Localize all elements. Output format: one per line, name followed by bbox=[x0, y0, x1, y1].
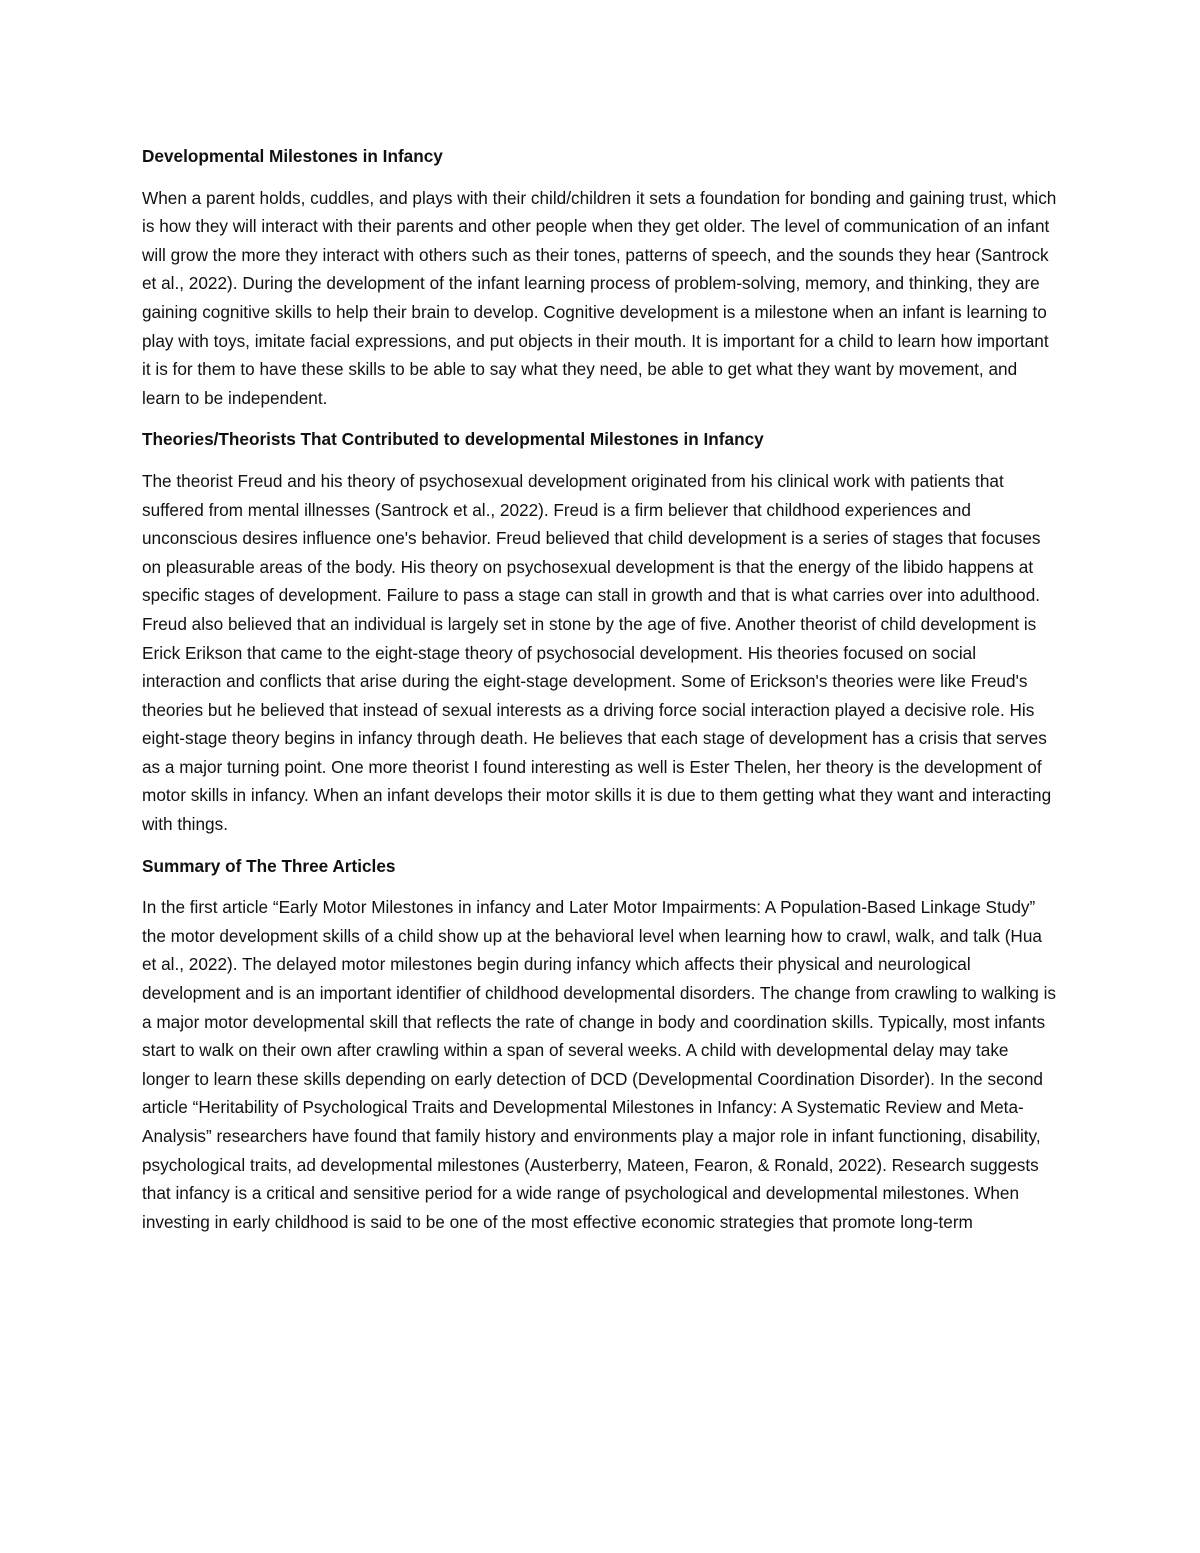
paragraph-milestones: When a parent holds, cuddles, and plays with their child/children it sets a foundation for bonding and gaining trust, which is how they will interact with their parents and other people when they get older. The level of communication of an infant will grow the more they interact with others such as their tones, patterns of speech, and the sounds they hear (Santrock et al., 2022). During the development of the infant learning process of problem-solving, memory, and thinking, they are gaining cognitive skills to help their brain to develop. Cognitive development is a milestone when an infant is learning to play with toys, imitate facial expressions, and put objects in their mouth. It is important for a child to learn how important it is for them to have these skills to be able to say what they need, be able to get what they want by movement, and learn to be independent. bbox=[142, 187, 1057, 408]
paragraph-theorists: The theorist Freud and his theory of psychosexual development originated from his clinical work with patients that suffered from mental illnesses (Santrock et al., 2022). Freud is a firm believer that childhood experiences and unconscious desires influence one's behavior. Freud believed that child development is a series of stages that focuses on pleasurable areas of the body. His theory on psychosexual development is that the energy of the libido happens at specific stages of development. Failure to pass a stage can stall in growth and that is what carries over into adulthood. Freud also believed that an individual is largely set in stone by the age of five. Another theorist of child development is Erick Erikson that came to the eight-stage theory of psychosocial development. His theories focused on social interaction and conflicts that arise during the eight-stage development. Some of Erickson's theories were like Freud's theories but he believed that instead of sexual interests as a driving force social interaction played a decisive role. His eight-stage theory begins in infancy through death. He believes that each stage of development has a crisis that serves as a major turning point. One more theorist I found interesting as well is Ester Thelen, her theory is the development of motor skills in infancy. When an infant develops their motor skills it is due to them getting what they want and interacting with things. bbox=[142, 470, 1052, 835]
paragraph-summary: In the first article “Early Motor Milestones in infancy and Later Motor Impairments: A Population-Based Linkage Study” the motor development skills of a child show up at the behavioral level when learning how to crawl, walk, and talk (Hua et al., 2022). The delayed motor milestones begin during infancy which affects their physical and neurological development and is an important identifier of childhood developmental disorders. The change from crawling to walking is a major motor developmental skill that reflects the rate of change in body and coordination skills. Typically, most infants start to walk on their own after crawling within a span of several weeks. A child with developmental delay may take longer to learn these skills depending on early detection of DCD (Developmental Coordination Disorder). In the second article “Heritability of Psychological Traits and Developmental Milestones in Infancy: A Systematic Review and Meta-Analysis” researchers have found that family history and environments play a major role in infant functioning, disability, psychological traits, ad developmental milestones (Austerberry, Mateen, Fearon, & Ronald, 2022). Research suggests that infancy is a critical and sensitive period for a wide range of psychological and developmental milestones. When investing in early childhood is said to be one of the most effective economic strategies that promote long-term bbox=[142, 897, 1056, 1232]
section-heading-summary: Summary of The Three Articles bbox=[142, 855, 396, 876]
section-heading-milestones: Developmental Milestones in Infancy bbox=[142, 146, 443, 166]
document-body bbox=[142, 142, 1060, 1249]
section-heading-theorists: Theories/Theorists That Contributed to developmental Milestones in Infancy bbox=[142, 429, 764, 450]
